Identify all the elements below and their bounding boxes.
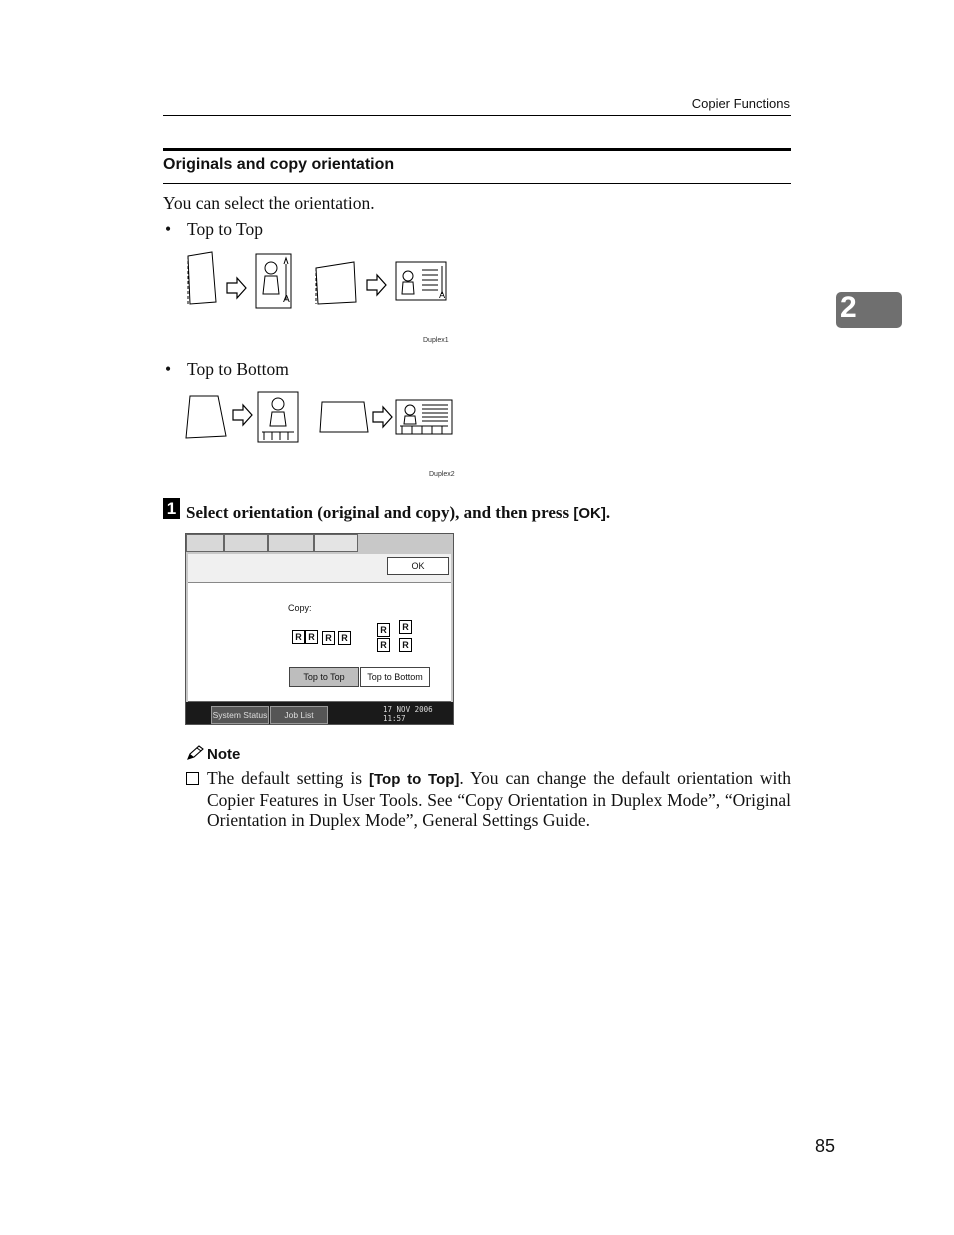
original-landscape-icon bbox=[320, 402, 368, 432]
arrow-right-icon bbox=[373, 407, 392, 427]
orientation-r-icon: R bbox=[322, 631, 335, 645]
copy-label: Copy: bbox=[288, 603, 312, 613]
bullet-dot: • bbox=[165, 219, 172, 239]
bullet-top-to-top bbox=[165, 219, 263, 240]
svg-text:A: A bbox=[283, 294, 290, 305]
pencil-icon bbox=[186, 745, 204, 761]
step-number: 1 bbox=[163, 498, 180, 519]
section-rule-bottom bbox=[163, 183, 791, 184]
top-to-bottom-button[interactable]: Top to Bottom bbox=[360, 667, 430, 687]
system-status-button[interactable]: System Status bbox=[211, 706, 269, 724]
step-instruction bbox=[186, 503, 610, 523]
section-rule-top bbox=[163, 148, 791, 151]
note-item bbox=[186, 768, 791, 830]
ok-button[interactable]: OK bbox=[387, 557, 449, 575]
note-title: Note bbox=[207, 746, 241, 763]
job-list-button[interactable]: Job List bbox=[270, 706, 328, 724]
arrow-right-icon bbox=[233, 405, 252, 425]
header-rule bbox=[163, 115, 791, 116]
note-text-lead: The default setting is bbox=[207, 768, 369, 788]
time-text: 11:57 bbox=[383, 714, 406, 723]
screen-tab[interactable] bbox=[314, 534, 358, 552]
section-title: Originals and copy orientation bbox=[163, 156, 395, 173]
date-text: 17 NOV 2006 bbox=[383, 705, 433, 714]
orientation-r-icon: R bbox=[292, 630, 305, 644]
bullet-dot: • bbox=[165, 359, 172, 379]
page-number: 85 bbox=[814, 1136, 835, 1156]
orientation-r-icon: R bbox=[305, 630, 318, 644]
figure-caption: Duplex1 bbox=[423, 337, 449, 344]
copy-portrait-icon bbox=[258, 392, 298, 442]
copy-portrait-icon bbox=[256, 254, 291, 308]
checkbox-bullet-icon bbox=[186, 772, 199, 785]
ok-key-reference: [OK] bbox=[573, 505, 606, 522]
orientation-r-icon: R bbox=[399, 620, 412, 634]
running-head: Copier Functions bbox=[691, 96, 790, 111]
note-heading bbox=[186, 745, 240, 763]
note-text bbox=[207, 768, 791, 830]
screen-title-bar bbox=[188, 554, 451, 583]
step-text: Select orientation (original and copy), and then press bbox=[186, 503, 574, 522]
original-portrait-icon bbox=[186, 396, 226, 438]
intro-text: You can select the orientation. bbox=[163, 193, 375, 213]
arrow-right-icon bbox=[227, 278, 246, 298]
orientation-panel bbox=[188, 583, 451, 703]
orientation-r-icon: R bbox=[338, 631, 351, 645]
chapter-tab bbox=[836, 292, 902, 328]
top-to-top-button[interactable]: Top to Top bbox=[289, 667, 359, 687]
top-to-top-key-reference: [Top to Top] bbox=[369, 771, 460, 788]
orientation-r-icon: R bbox=[377, 623, 390, 637]
duplex1-figure bbox=[180, 250, 460, 310]
note-text-rest: . You can change the default orientation with Copier Features in User Tools. See “Copy Orientation in Duplex Mode”, “Original Orientation in Duplex Mode”, General Settings Guide. bbox=[207, 768, 792, 830]
orientation-r-icon: R bbox=[377, 638, 390, 652]
chapter-number: 2 bbox=[840, 291, 857, 324]
bullet-label: Top to Bottom bbox=[187, 359, 289, 379]
screen-tab[interactable] bbox=[268, 534, 314, 552]
svg-text:A: A bbox=[439, 291, 446, 301]
original-landscape-icon bbox=[316, 262, 356, 304]
arrow-right-icon bbox=[367, 275, 386, 295]
duplex2-figure bbox=[180, 388, 460, 446]
step-period: . bbox=[605, 503, 611, 522]
copy-landscape-icon bbox=[396, 400, 452, 434]
control-panel-screen bbox=[185, 533, 454, 725]
copy-landscape-icon bbox=[396, 262, 446, 301]
date-time-display bbox=[383, 705, 433, 723]
bullet-label: Top to Top bbox=[187, 219, 263, 239]
screen-status-bar bbox=[186, 702, 454, 725]
screen-tab[interactable] bbox=[186, 534, 224, 552]
figure-caption: Duplex2 bbox=[429, 471, 455, 478]
bullet-top-to-bottom bbox=[165, 359, 289, 380]
orientation-r-icon: R bbox=[399, 638, 412, 652]
original-portrait-icon bbox=[188, 252, 216, 304]
screen-tab[interactable] bbox=[224, 534, 268, 552]
